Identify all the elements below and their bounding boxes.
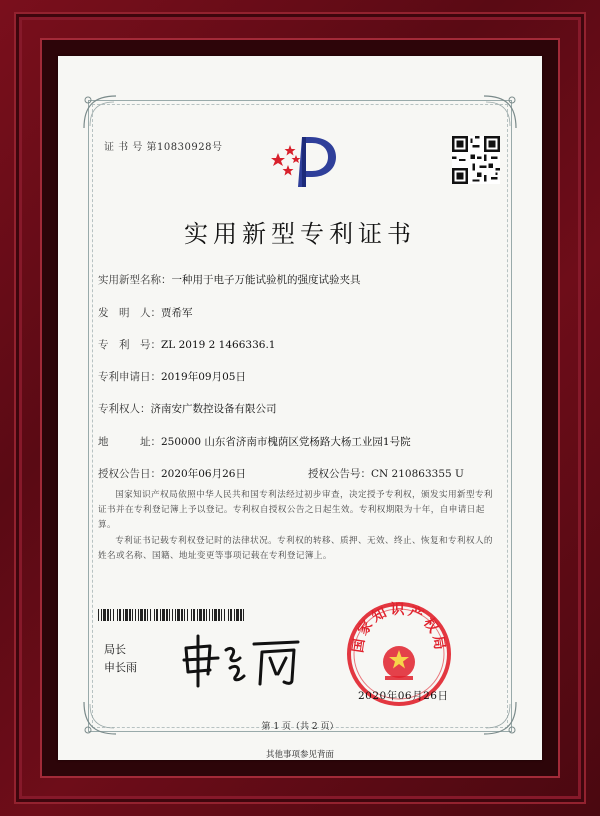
field-application-date: [98, 369, 246, 384]
corner-ornament-icon: [80, 92, 120, 132]
cnipa-logo-icon: [266, 131, 344, 191]
field-value: 贾希军: [161, 307, 193, 319]
field-label: 专 利 号：: [98, 339, 161, 351]
seal-text: 国家知识产权局: [350, 602, 448, 654]
director-signature: [178, 628, 308, 690]
certificate-paper: [58, 56, 542, 760]
field-label: 专利申请日：: [98, 371, 161, 383]
back-note: 其他事项参见背面: [265, 750, 334, 760]
field-address: [98, 434, 411, 449]
field-label: 实用新型名称：: [98, 274, 172, 286]
field-value: 2020年06月26日: [161, 468, 246, 480]
director-name: 申长雨: [104, 661, 137, 674]
page-number: 第 1 页（共 2 页）: [261, 722, 339, 732]
certificate-number-label: 证 书 号: [104, 142, 143, 153]
seal-date: 2020年06月26日: [358, 690, 449, 702]
field-label: 地 址：: [98, 436, 161, 448]
field-patent-number: [98, 337, 275, 352]
field-grant-date: [98, 466, 246, 481]
svg-text:国家知识产权局: [349, 601, 447, 654]
field-patentee: [98, 401, 277, 416]
field-value: 2019年09月05日: [161, 371, 246, 383]
director-title: 局长: [104, 643, 126, 656]
field-label: 专利权人：: [98, 403, 151, 415]
field-label: 发 明 人：: [98, 307, 161, 319]
certificate-number-value: 第10830928号: [146, 142, 223, 153]
field-grant-number: [308, 466, 464, 481]
field-utility-model-name: [98, 272, 361, 287]
field-value: ZL 2019 2 1466336.1: [161, 339, 276, 351]
body-paragraph: 专利证书记载专利权登记时的法律状况。专利权的转移、质押、无效、终止、恢复和专利权人的姓名或名称、国籍、地址变更等事项记载在专利登记簿上。: [98, 536, 493, 561]
corner-ornament-icon: [480, 92, 520, 132]
corner-ornament-icon: [80, 698, 120, 738]
certificate-title: 实用新型专利证书: [184, 220, 416, 248]
field-label: 授权公告号：: [308, 468, 371, 480]
qr-code-icon: [452, 136, 500, 184]
certificate-number: [104, 138, 222, 153]
field-value: 250000 山东省济南市槐荫区党杨路大杨工业园1号院: [161, 436, 411, 448]
barcode-icon: [98, 609, 244, 621]
corner-ornament-icon: [480, 698, 520, 738]
field-inventor: [98, 305, 193, 320]
field-label: 授权公告日：: [98, 468, 161, 480]
body-paragraph: 国家知识产权局依照中华人民共和国专利法经过初步审查，决定授予专利权，颁发实用新型专利证书并在专利登记簿上予以登记。专利权自授权公告之日起生效。专利权期限为十年，自申请日起算。: [98, 490, 493, 530]
field-value: CN 210863355 U: [371, 468, 464, 480]
field-value: 一种用于电子万能试验机的强度试验夹具: [171, 274, 361, 286]
field-value: 济南安广数控设备有限公司: [150, 403, 277, 415]
